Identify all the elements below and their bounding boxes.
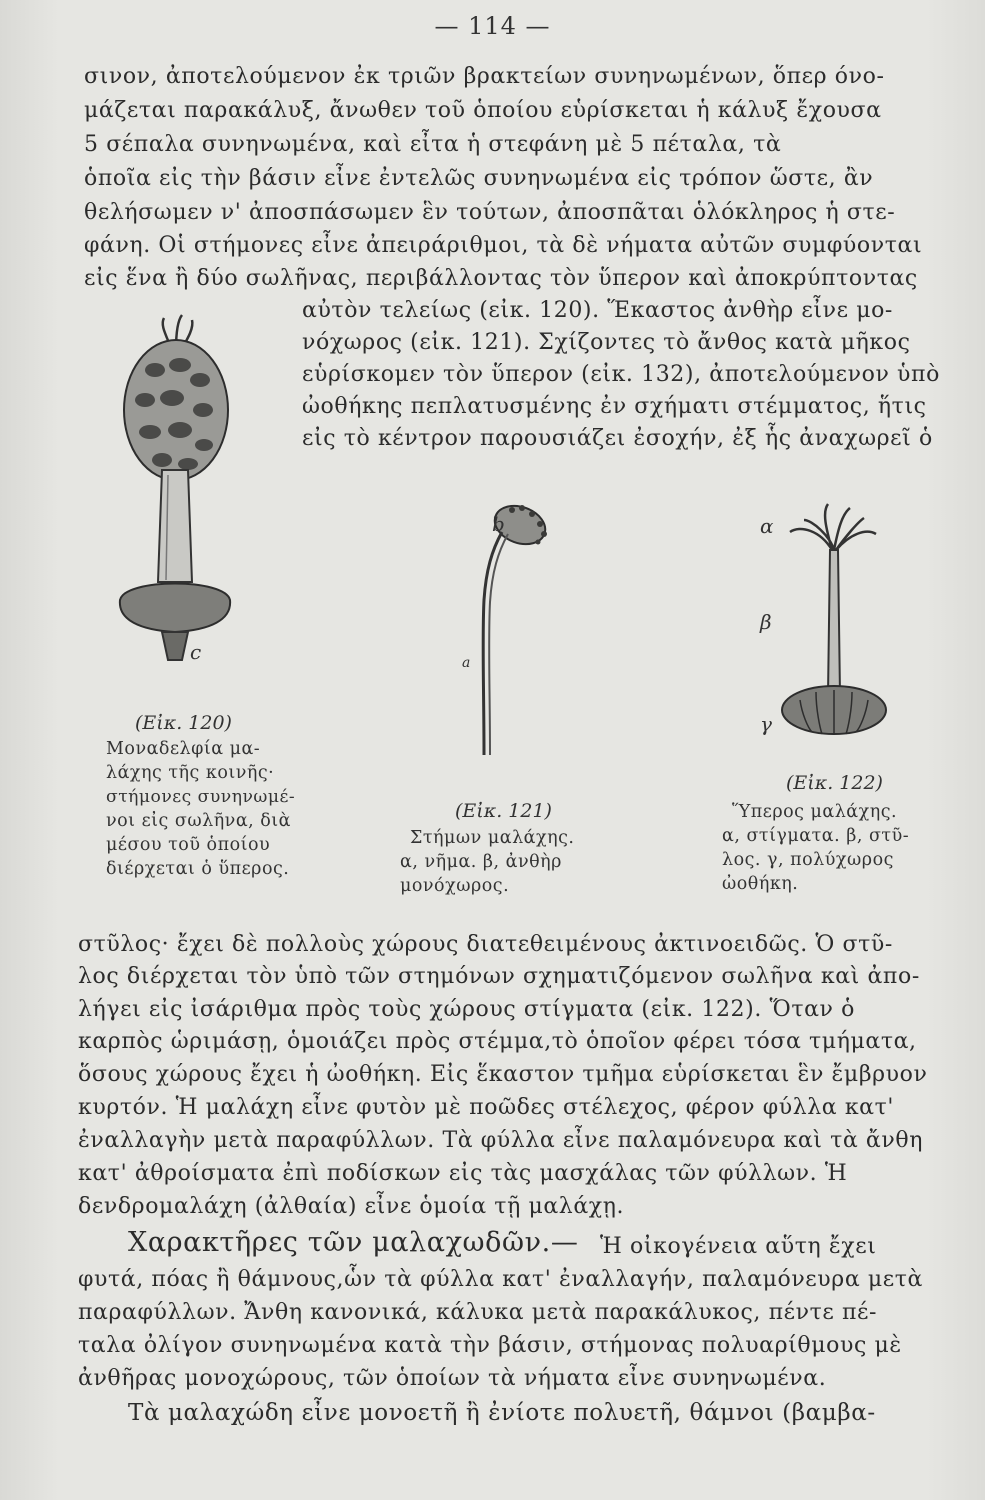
- text-line: λήγει εἰς ἰσάριθμα πρὸς τοὺς χώρους στίγματα (εἰκ. 122). Ὅταν ὁ: [78, 997, 855, 1022]
- text-line: νόχωρος (εἰκ. 121). Σχίζοντες τὸ ἄνθος κατὰ μῆκος: [302, 330, 911, 355]
- text-line: ἐναλλαγὴν μετὰ παραφύλλων. Τὰ φύλλα εἶνε παλαμόνευρα καὶ τὰ ἄνθη: [78, 1128, 923, 1153]
- text-line: κυρτόν. Ἡ μαλάχη εἶνε φυτὸν μὲ ποῶδες στέλεχος, φέρον φύλλα κατ': [78, 1095, 895, 1120]
- figure-120-caption-line: μέσου τοῦ ὁποίου: [106, 835, 271, 855]
- text-line: σινον, ἀποτελούμενον ἐκ τριῶν βρακτείων συνηνωμένων, ὅπερ όνο-: [84, 64, 885, 89]
- figure-120-caption-line: Μοναδελφία μα-: [106, 739, 261, 759]
- text-line: λος διέρχεται τὸν ὑπὸ τῶν στημόνων σχηματιζόμενον σωλῆνα καὶ ἀπο-: [78, 964, 920, 989]
- text-line: φάνη. Οἱ στήμονες εἶνε ἀπειράριθμοι, τὰ δὲ νήματα αὐτῶν συμφύονται: [84, 233, 923, 258]
- figure-122-caption-line: α, στίγματα. β, στῦ-: [722, 826, 910, 846]
- text-line: φυτά, πόας ἢ θάμνους,ὧν τὰ φύλλα κατ' ἐναλλαγήν, παλαμόνευρα μετὰ: [78, 1267, 923, 1292]
- figure-120-caption-line: νοι εἰς σωλῆνα, διὰ: [106, 811, 291, 831]
- text-line: θελήσωμεν ν' ἀποσπάσωμεν ἓν τούτων, ἀποσπᾶται ὁλόκληρος ἡ στε-: [84, 200, 896, 225]
- text-line: 5 σέπαλα συνηνωμένα, καὶ εἶτα ἡ στεφάνη μὲ 5 πέταλα, τὰ: [84, 132, 782, 157]
- figure-120-illustration: [100, 310, 250, 680]
- figure-121-caption-line: μονόχωρος.: [400, 876, 510, 896]
- text-line: παραφύλλων. Ἄνθη κανονικά, κάλυκα μετὰ παρακάλυκος, πέντε πέ-: [78, 1300, 878, 1325]
- figure-122-label-b: β: [760, 610, 772, 634]
- page-number: — 114 —: [434, 12, 551, 40]
- figure-122-caption-line: λος. γ, πολύχωρος: [722, 850, 894, 870]
- text-line: στῦλος· ἔχει δὲ πολλοὺς χώρους διατεθειμένους ἀκτινοειδῶς. Ὁ στῦ-: [78, 932, 893, 957]
- text-line: εὑρίσκομεν τὸν ὕπερον (εἰκ. 132), ἀποτελούμενον ὑπὸ: [302, 362, 940, 387]
- figure-120-caption-line: στήμονες συνηνωμέ-: [106, 787, 296, 807]
- figure-122-title: (Εἰκ. 122): [786, 772, 883, 794]
- text-line: ὁποῖα εἰς τὴν βάσιν εἶνε ἐντελῶς συνηνωμένα εἰς τρόπον ὥστε, ἂν: [84, 166, 874, 191]
- text-line: κατ' ἀθροίσματα ἐπὶ ποδίσκων εἰς τὰς μασχάλας τῶν φύλλων. Ἡ: [78, 1161, 848, 1186]
- figure-120-caption-line: διέρχεται ὁ ὕπερος.: [106, 859, 290, 879]
- figure-120-caption-line: λάχης τῆς κοινῆς·: [106, 763, 275, 783]
- text-line: καρπὸς ὡριμάσῃ, ὁμοιάζει πρὸς στέμμα,τὸ ὁποῖον φέρει τόσα τμήματα,: [78, 1029, 917, 1054]
- figure-121-caption-line: α, νῆμα. β, ἀνθὴρ: [400, 852, 562, 872]
- text-line: ἀνθῆρας μονοχώρους, τῶν ὁποίων τὰ νήματα εἶνε συνηνωμένα.: [78, 1366, 827, 1391]
- text-line: εἰς ἕνα ἢ δύο σωλῆνας, περιβάλλοντας τὸν ὕπερον καὶ ἀποκρύπτοντας: [84, 266, 918, 291]
- figure-121-caption-line: Στήμων μαλάχης.: [410, 828, 575, 848]
- figure-121-title: (Εἰκ. 121): [455, 800, 552, 822]
- figure-121-label-a: a: [462, 655, 471, 671]
- text-line: ταλα ὀλίγον συνηνωμένα κατὰ τὴν βάσιν, στήμονας πολυαρίθμους μὲ: [78, 1333, 902, 1358]
- figure-122-label-a: α: [760, 514, 774, 538]
- figure-122-caption-line: Ὕπερος μαλάχης.: [732, 802, 898, 822]
- text-line: Τὰ μαλαχώδη εἶνε μονοετῆ ἢ ἐνίοτε πολυετῆ, θάμνοι (βαμβα-: [128, 1400, 876, 1426]
- text-line: δενδρομαλάχη (ἀλθαία) εἶνε ὁμοία τῇ μαλάχῃ.: [78, 1194, 625, 1219]
- section-heading: Χαρακτῆρες τῶν μαλαχωδῶν.—: [128, 1227, 579, 1258]
- figure-121-illustration: [440, 490, 570, 770]
- figure-122-illustration: [760, 500, 910, 750]
- figure-122-caption-line: ὠοθήκη.: [722, 874, 799, 894]
- text-line: ὠοθήκης πεπλατυσμένης ἐν σχήματι στέμματος, ἥτις: [302, 394, 927, 419]
- figure-120-mark: c: [190, 640, 202, 664]
- figure-120-title: (Εἰκ. 120): [135, 712, 232, 734]
- text-line: Ἡ οἰκογένεια αὕτη ἔχει: [600, 1234, 877, 1259]
- text-line: εἰς τὸ κέντρον παρουσιάζει ἐσοχήν, ἐξ ἧς ἀναχωρεῖ ὁ: [302, 426, 933, 451]
- text-line: ὅσους χώρους ἔχει ἡ ὠοθήκη. Εἰς ἕκαστον τμῆμα εὑρίσκεται ἓν ἔμβρυον: [78, 1062, 928, 1087]
- figure-122-label-c: γ: [760, 712, 772, 736]
- text-line: μάζεται παρακάλυξ, ἄνωθεν τοῦ ὁποίου εὑρίσκεται ἡ κάλυξ ἔχουσα: [84, 98, 882, 123]
- figure-121-label-b: b: [492, 512, 505, 536]
- text-line: αὐτὸν τελείως (εἰκ. 120). Ἕκαστος ἀνθὴρ εἶνε μο-: [302, 298, 893, 323]
